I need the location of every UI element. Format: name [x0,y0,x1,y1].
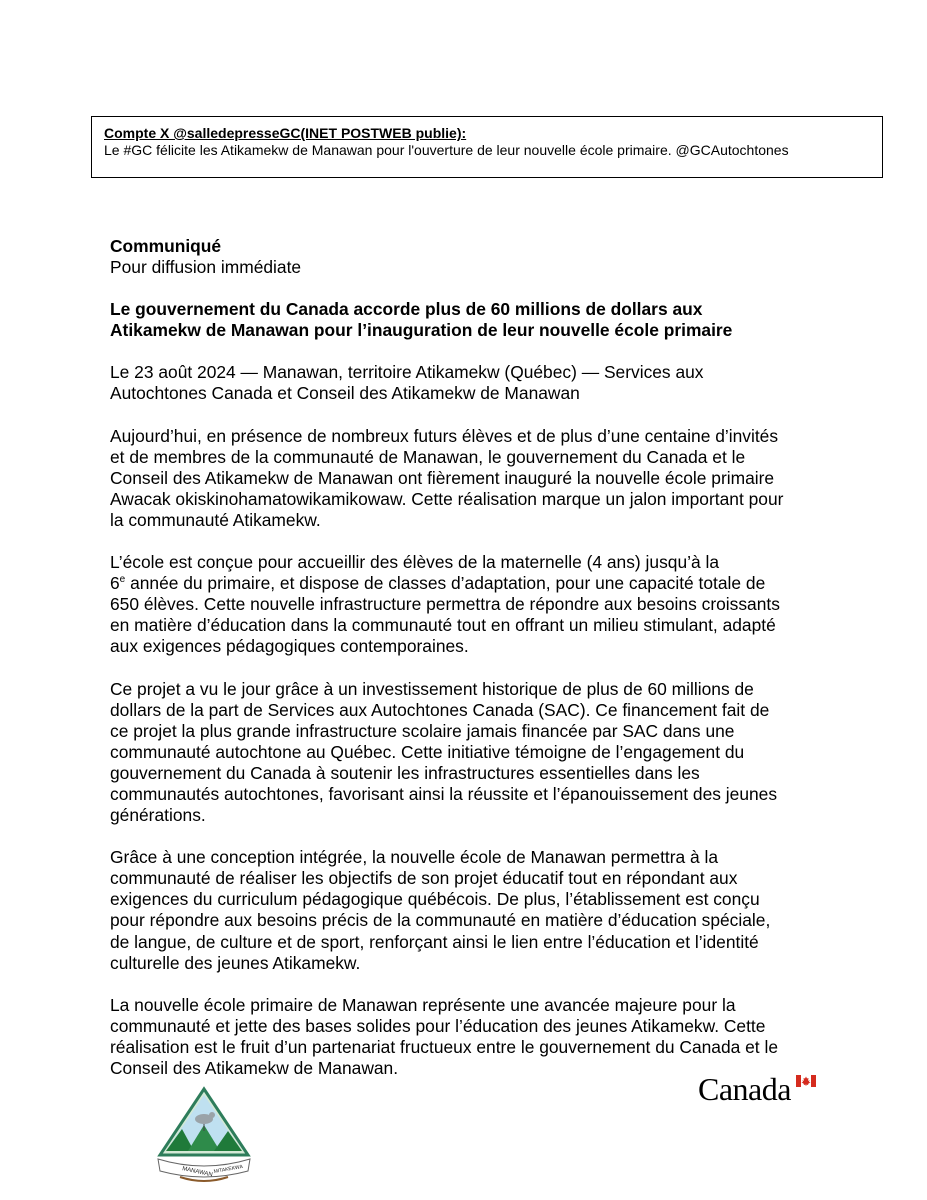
x-post-header: Compte X @salledepresseGC(INET POSTWEB publie): [104,125,467,141]
text-line: pour répondre aux besoins précis de la communauté en matière d’éducation spéciale, [110,910,771,931]
crest-banner-right: MITAKEKWA [213,1163,244,1175]
text-line: communauté et jette des bases solides pour l’éducation des jeunes Atikamekw. Cette [110,1015,766,1036]
text-line: dollars de la part de Services aux Autochtones Canada (SAC). Ce financement fait de [110,699,770,720]
text-line: la communauté Atikamekw. [110,509,321,530]
dateline-line: Le 23 août 2024 — Manawan, territoire Atikamekw (Québec) — Services aux [110,362,704,383]
x-post-box [91,116,883,178]
text-line: ce projet la plus grande infrastructure scolaire jamais financée par SAC dans une [110,720,735,741]
paragraph-2 [110,552,825,657]
text-line: 650 élèves. Cette nouvelle infrastructure permettra de répondre aux besoins croissants [110,594,780,615]
paragraph-5 [110,995,825,1079]
text-line: aux exigences pédagogiques contemporaines. [110,636,469,657]
text-line: en matière d’éducation dans la communauté tout en offrant un milieu stimulant, adapté [110,615,776,636]
text-line: Conseil des Atikamekw de Manawan ont fièrement inauguré la nouvelle école primaire [110,467,775,488]
text-line: Grâce à une conception intégrée, la nouvelle école de Manawan permettra à la [110,847,719,868]
ordinal-superscript: e [119,574,126,586]
release-kind: Communiqué [110,236,222,256]
release-header [110,236,825,278]
text-line: de langue, de culture et de sport, renforçant ainsi le lien entre l’éducation et l’identité [110,931,759,952]
headline-line: Atikamekw de Manawan pour l’inauguration de leur nouvelle école primaire [110,320,733,341]
paragraph-3 [110,679,825,827]
text-line: Conseil des Atikamekw de Manawan. [110,1058,399,1078]
text-line: Ce projet a vu le jour grâce à un investissement historique de plus de 60 millions de [110,678,754,699]
canada-flag-icon [796,1075,816,1087]
text-line: La nouvelle école primaire de Manawan représente une avancée majeure pour la [110,994,736,1015]
press-release [110,236,825,1100]
crest-banner-left: MANAWAN [181,1166,214,1179]
manawan-crest-logo [152,1085,256,1185]
text-line: Awacak okiskinohamatowikamikowaw. Cette réalisation marque un jalon important pour [110,488,784,509]
x-post-text: Le #GC félicite les Atikamekw de Manawan pour l'ouverture de leur nouvelle école primaire. @GCAutochtones [104,142,789,158]
text-line: communautés autochtones, favorisant ainsi la réussite et l’épanouissement des jeunes [110,783,778,804]
release-dateline [110,362,825,404]
text-line: communauté autochtone au Québec. Cette initiative témoigne de l’engagement du [110,741,745,762]
canada-wordmark [698,1072,791,1106]
grade-number: 6 [110,573,120,594]
text-line: gouvernement du Canada à soutenir les infrastructures essentielles dans les [110,762,700,783]
text-line: année du primaire, et dispose de classes d’adaptation, pour une capacité totale de [125,573,766,594]
paragraph-1 [110,426,825,531]
release-distribution: Pour diffusion immédiate [110,257,302,278]
text-line: générations. [110,805,206,826]
release-headline [110,299,825,341]
text-line: exigences du curriculum pédagogique québécois. De plus, l’établissement est conçu [110,889,760,910]
text-line: réalisation est le fruit d’un partenariat fructueux entre le gouvernement du Canada et le [110,1036,779,1057]
text-line: et de membres de la communauté de Manawan, le gouvernement du Canada et le [110,446,746,467]
canada-wordmark-text: Canada [698,1071,791,1107]
text-line: L’école est conçue pour accueillir des élèves de la maternelle (4 ans) jusqu’à la [110,552,720,573]
text-line: communauté de réaliser les objectifs de son projet éducatif tout en répondant aux [110,868,738,889]
text-line: culturelle des jeunes Atikamekw. [110,952,361,973]
paragraph-4 [110,847,825,974]
text-line: Aujourd’hui, en présence de nombreux futurs élèves et de plus d’une centaine d’invités [110,425,779,446]
headline-line: Le gouvernement du Canada accorde plus de 60 millions de dollars aux [110,299,703,320]
dateline-line: Autochtones Canada et Conseil des Atikamekw de Manawan [110,383,580,404]
